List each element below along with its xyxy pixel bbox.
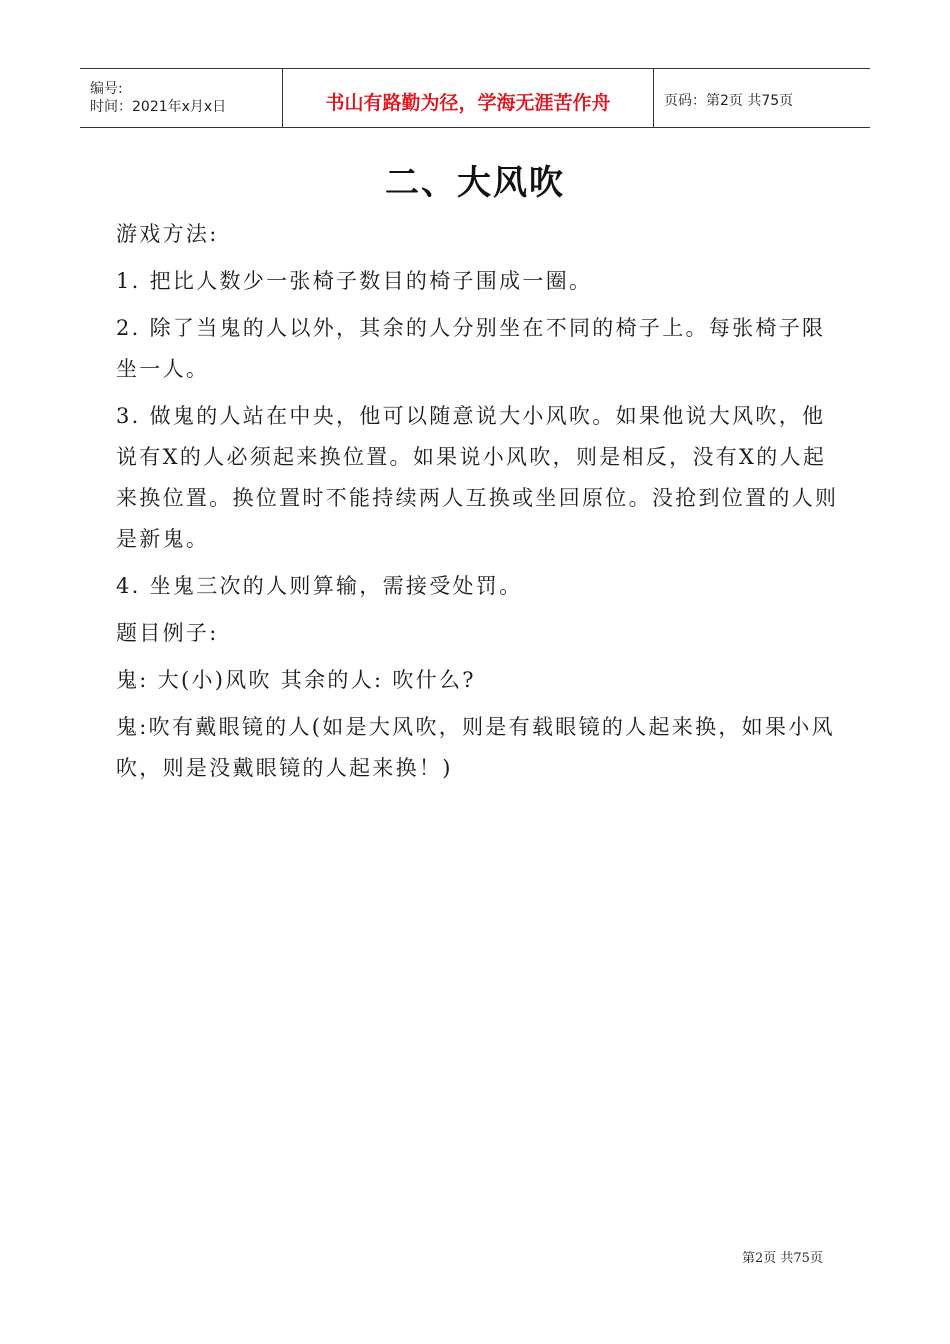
header-page-cell [654,69,870,127]
paragraph-example-2: 鬼:吹有戴眼镜的人(如是大风吹，则是有载眼镜的人起来换，如果小风吹，则是没戴眼镜的人起来换！) [116,715,835,780]
paragraph-example-1: 鬼: 大(小)风吹 其余的人: 吹什么? [116,668,476,692]
paragraph-example-heading: 题目例子: [116,621,219,645]
paragraph-method-heading: 游戏方法: [116,222,219,246]
page-footer: 第2页 共75页 [742,1251,823,1266]
header-motto: 书山有路勤为径，学海无涯苦作舟 [325,91,611,114]
date-label: 时间：2021年x月x日 [90,99,227,115]
document-body [116,214,842,795]
page-title: 二、大风吹 [385,163,565,203]
paragraph-rule-1: 1. 把比人数少一张椅子数目的椅子围成一圈。 [116,269,593,293]
header-motto-cell [282,69,654,127]
paragraph-rule-4: 4. 坐鬼三次的人则算输，需接受处罚。 [116,574,523,598]
header-meta [80,69,282,127]
paragraph-rule-3: 3. 做鬼的人站在中央，他可以随意说大小风吹。如果他说大风吹，他说有X的人必须起来换位置。如果说小风吹，则是相反，没有X的人起来换位置。换位置时不能持续两人互换或坐回原位。没抢到位置的人则是新鬼。 [116,404,839,551]
document-header [80,68,870,128]
serial-number-label: 编号: [90,81,123,97]
paragraph-rule-2: 2. 除了当鬼的人以外，其余的人分别坐在不同的椅子上。每张椅子限坐一人。 [116,316,826,381]
header-page-info: 页码：第2页 共75页 [664,93,794,109]
